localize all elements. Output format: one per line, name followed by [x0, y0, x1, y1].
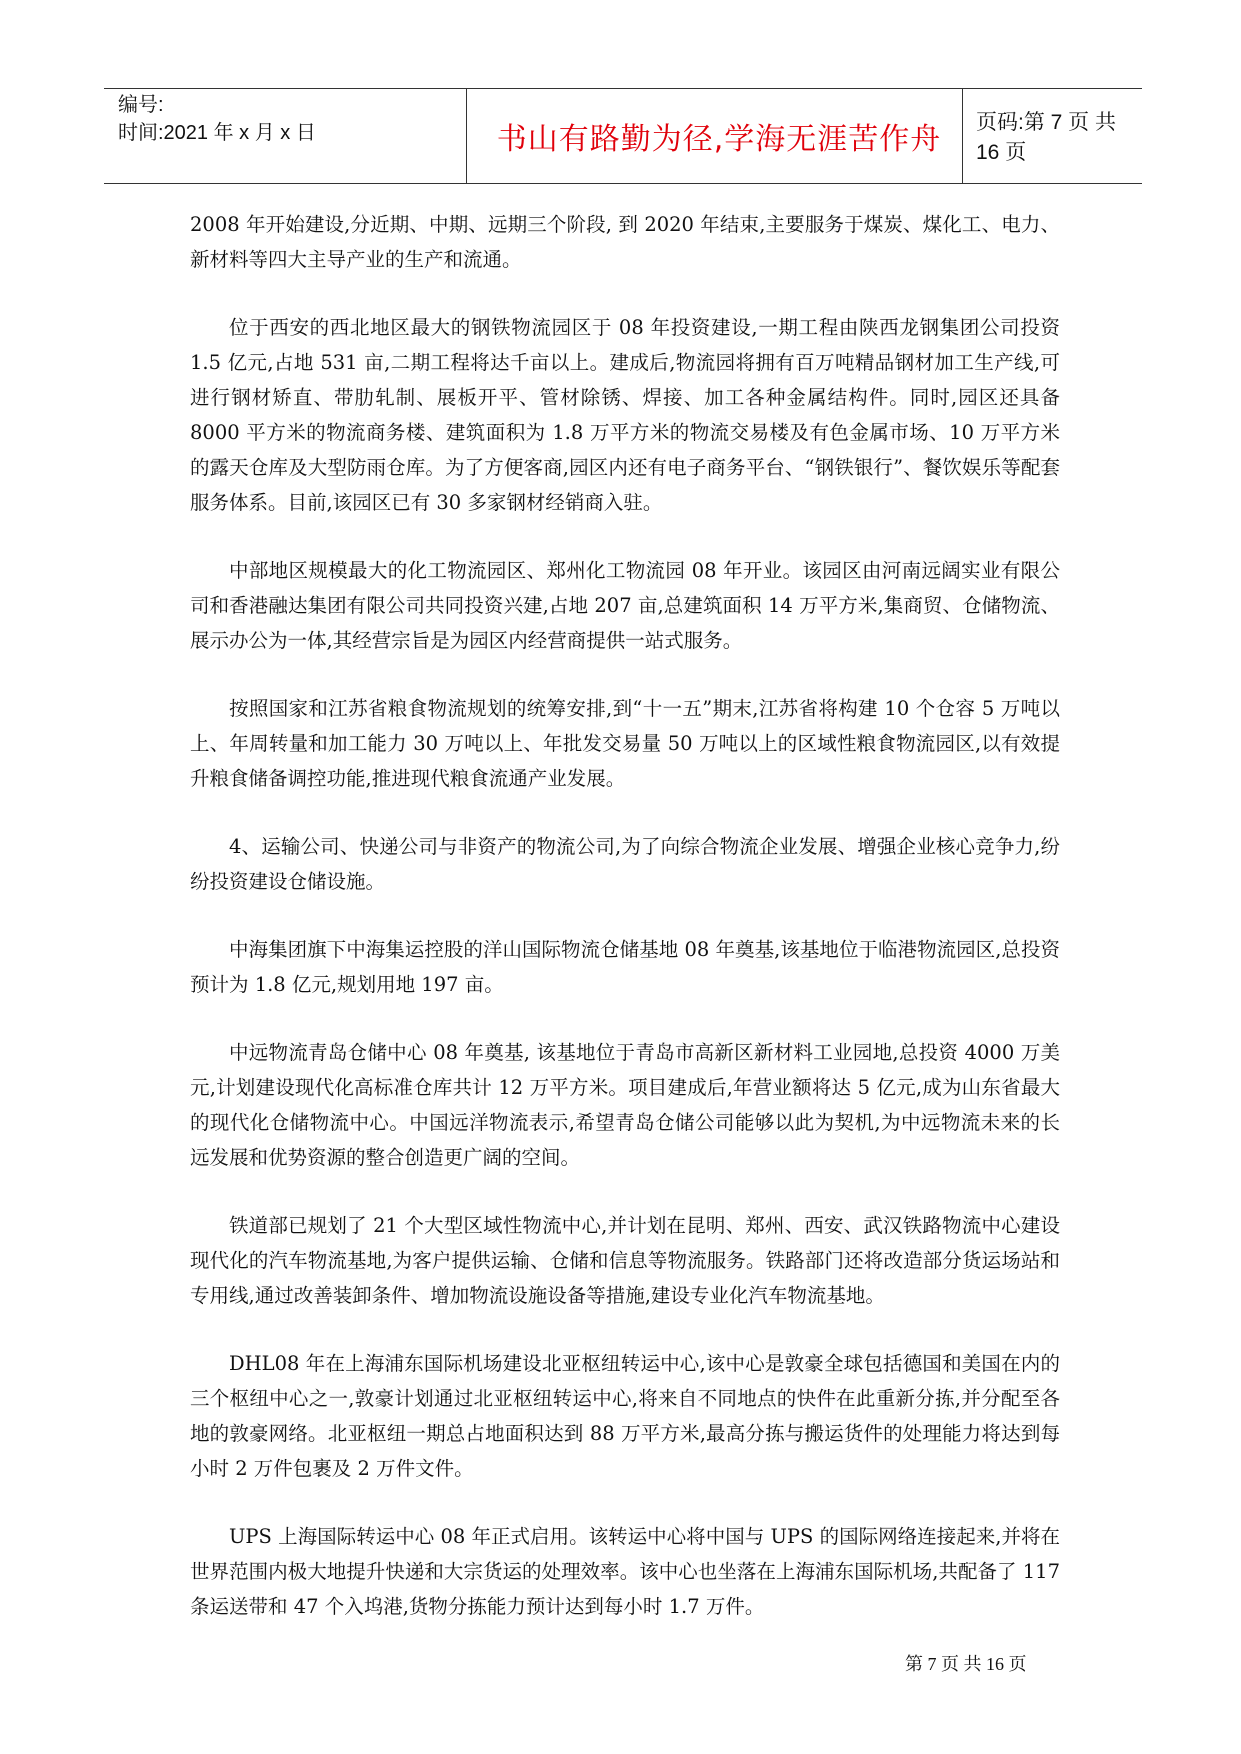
paragraph: UPS 上海国际转运中心 08 年正式启用。该转运中心将中国与 UPS 的国际网络连接起来,并将在世界范围内极大地提升快递和大宗货运的处理效率。该中心也坐落在上海浦东国际机场,共配备了 117 条运送带和 47 个入坞港,货物分拣能力预计达到每小时 1.7 万件。: [190, 1525, 1060, 1618]
paragraph: 按照国家和江苏省粮食物流规划的统筹安排,到“十一五”期末,江苏省将构建 10 个仓容 5 万吨以上、年周转量和加工能力 30 万吨以上、年批发交易量 50 万吨以上的区域性粮食物流园区,以有效提升粮食储备调控功能,推进现代粮食流通产业发展。: [190, 697, 1060, 790]
header-divider-right: [962, 89, 963, 183]
paragraph: 4、运输公司、快递公司与非资产的物流公司,为了向综合物流企业发展、增强企业核心竞争力,纷纷投资建设仓储设施。: [190, 835, 1060, 893]
time-label: 时间:2021 年 x 月 x 日: [118, 122, 316, 144]
paragraph: 位于西安的西北地区最大的钢铁物流园区于 08 年投资建设,一期工程由陕西龙钢集团公司投资 1.5 亿元,占地 531 亩,二期工程将达千亩以上。建成后,物流园将拥有百万吨精品钢材加工生产线,可进行钢材矫直、带肋轧制、展板开平、管材除锈、焊接、加工各种金属结构件。同时,园区还具备 8000 平方米的物流商务楼、建筑面积为 1.8 万平方米的物流交易楼及有色金属市场、10 万平方米的露天仓库及大型防雨仓库。为了方便客商,园区内还有电子商务平台、“钢铁银行”、餐饮娱乐等配套服务体系。目前,该园区已有 30 多家钢材经销商入驻。: [190, 316, 1060, 514]
paragraph: 中远物流青岛仓储中心 08 年奠基, 该基地位于青岛市高新区新材料工业园地,总投资 4000 万美元,计划建设现代化高标准仓库共计 12 万平方米。项目建成后,年营业额将达 5 亿元,成为山东省最大的现代化仓储物流中心。中国远洋物流表示,希望青岛仓储公司能够以此为契机,为中远物流未来的长远发展和优势资源的整合创造更广阔的空间。: [190, 1041, 1060, 1169]
paragraph: DHL08 年在上海浦东国际机场建设北亚枢纽转运中心,该中心是敦豪全球包括德国和美国在内的三个枢纽中心之一,敦豪计划通过北亚枢纽转运中心,将来自不同地点的快件在此重新分拣,并分配至各地的敦豪网络。北亚枢纽一期总占地面积达到 88 万平方米,最高分拣与搬运货件的处理能力将达到每小时 2 万件包裹及 2 万件文件。: [190, 1352, 1060, 1480]
paragraph: 铁道部已规划了 21 个大型区域性物流中心,并计划在昆明、郑州、西安、武汉铁路物流中心建设现代化的汽车物流基地,为客户提供运输、仓储和信息等物流服务。铁路部门还将改造部分货运场站和专用线,通过改善装卸条件、增加物流设施设备等措施,建设专业化汽车物流基地。: [190, 1214, 1060, 1307]
paragraph: 中海集团旗下中海集运控股的洋山国际物流仓储基地 08 年奠基,该基地位于临港物流园区,总投资预计为 1.8 亿元,规划用地 197 亩。: [190, 938, 1060, 996]
header-motto: 书山有路勤为径,学海无涯苦作舟: [496, 122, 942, 157]
page-header: [104, 88, 1142, 184]
header-page-label: 页码:第 7 页 共 16 页: [976, 111, 1117, 164]
paragraph: 中部地区规模最大的化工物流园区、郑州化工物流园 08 年开业。该园区由河南远阔实业有限公司和香港融达集团有限公司共同投资兴建,占地 207 亩,总建筑面积 14 万平方米,集商贸、仓储物流、展示办公为一体,其经营宗旨是为园区内经营商提供一站式服务。: [190, 559, 1060, 652]
page-footer: 第 7 页 共 16 页: [905, 1654, 1027, 1674]
serial-label: 编号:: [118, 94, 164, 116]
header-divider-left: [466, 89, 467, 183]
header-meta: [118, 91, 468, 147]
paragraph: 2008 年开始建设,分近期、中期、远期三个阶段, 到 2020 年结束,主要服务于煤炭、煤化工、电力、新材料等四大主导产业的生产和流通。: [190, 213, 1060, 271]
document-body: [190, 207, 1060, 1657]
